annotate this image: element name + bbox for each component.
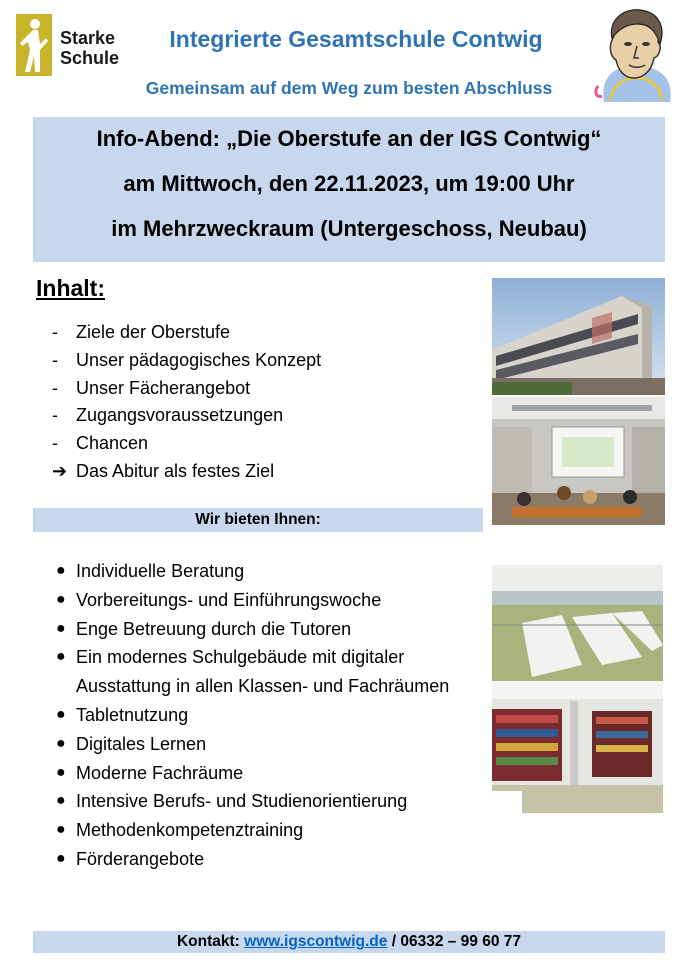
list-item-text: Unser Fächerangebot <box>76 377 251 398</box>
event-info-box <box>33 117 665 262</box>
list-item-text: Förderangebote <box>76 848 205 869</box>
list-item <box>56 615 476 644</box>
list-item-text: Ein modernes Schulgebäude mit digitaler Ausstattung in allen Klassen- und Fachräumen <box>76 647 450 697</box>
bullet-icon: ● <box>56 792 66 810</box>
offers-heading: Wir bieten Ihnen: <box>33 508 483 532</box>
list-item-text: Zugangsvoraussetzungen <box>76 405 284 426</box>
starke-schule-logo <box>14 14 126 76</box>
bullet-icon: ● <box>56 763 66 781</box>
dash-marker: - <box>52 377 58 398</box>
list-item <box>56 816 476 845</box>
dash-marker: - <box>52 405 58 426</box>
list-item <box>52 431 321 459</box>
list-item <box>56 586 476 615</box>
list-item-text: Vorbereitungs- und Einführungswoche <box>76 589 382 610</box>
list-item-text: Unser pädagogisches Konzept <box>76 349 322 370</box>
logo-line-2: Schule <box>60 48 120 68</box>
school-name: Integrierte Gesamtschule Contwig <box>169 26 543 52</box>
list-item <box>52 320 321 348</box>
school-building-photo <box>492 278 665 395</box>
list-item <box>56 643 476 701</box>
bullet-icon: ● <box>56 849 66 867</box>
list-item-text: Digitales Lernen <box>76 733 207 754</box>
list-item <box>56 845 476 874</box>
list-item <box>56 787 476 816</box>
list-item-text: Moderne Fachräume <box>76 762 244 783</box>
contact-phone: 06332 – 99 60 77 <box>400 933 522 950</box>
list-item <box>52 403 321 431</box>
dash-marker: - <box>52 433 58 454</box>
bullet-icon: ● <box>56 562 66 579</box>
list-item-text: Methodenkompetenztraining <box>76 820 304 841</box>
list-item-text: Intensive Berufs- und Studienorientierung <box>76 791 408 812</box>
list-item <box>56 730 476 759</box>
bullet-icon: ● <box>56 619 66 637</box>
list-item <box>56 557 476 586</box>
content-heading: Inhalt: <box>36 275 105 301</box>
logo-figure-icon <box>16 14 52 76</box>
contact-label: Kontakt: <box>176 933 240 950</box>
school-motto: Gemeinsam auf dem Weg zum besten Abschluss <box>145 78 553 98</box>
dash-marker: - <box>52 349 58 370</box>
list-item-text: Individuelle Beratung <box>76 561 245 581</box>
website-link[interactable]: www.igscontwig.de <box>244 933 388 950</box>
portrait-illustration <box>590 6 682 102</box>
contact-bar <box>33 931 665 953</box>
bullet-icon: ● <box>56 705 66 723</box>
list-item-text: Chancen <box>76 433 149 454</box>
contact-separator: / <box>391 933 397 950</box>
bullet-icon: ● <box>56 734 66 752</box>
list-item-text: Das Abitur als festes Ziel <box>76 460 275 481</box>
logo-line-1: Starke <box>60 28 116 48</box>
list-item <box>52 459 321 487</box>
content-list <box>52 320 321 487</box>
list-item <box>52 376 321 404</box>
list-item-text: Tabletnutzung <box>76 704 189 725</box>
event-location: im Mehrzweckraum (Untergeschoss, Neubau) <box>111 216 587 241</box>
bullet-icon: ● <box>56 821 66 839</box>
list-item-text: Ziele der Oberstufe <box>76 322 231 342</box>
list-item <box>52 348 321 376</box>
list-item <box>56 701 476 730</box>
event-date: am Mittwoch, den 22.11.2023, um 19:00 Uhr <box>123 171 575 196</box>
cafeteria-photo <box>492 565 663 681</box>
library-photo <box>492 681 663 813</box>
logo-text <box>60 28 119 68</box>
bullet-icon: ● <box>56 648 66 666</box>
dash-marker: - <box>52 322 58 342</box>
arrow-right-icon: ➔ <box>52 460 68 481</box>
offers-list <box>56 557 476 874</box>
bullet-icon: ● <box>56 590 66 608</box>
event-title: Info-Abend: „Die Oberstufe an der IGS Contwig“ <box>96 126 602 151</box>
list-item <box>56 759 476 788</box>
list-item-text: Enge Betreuung durch die Tutoren <box>76 618 352 639</box>
classroom-photo <box>492 397 665 525</box>
